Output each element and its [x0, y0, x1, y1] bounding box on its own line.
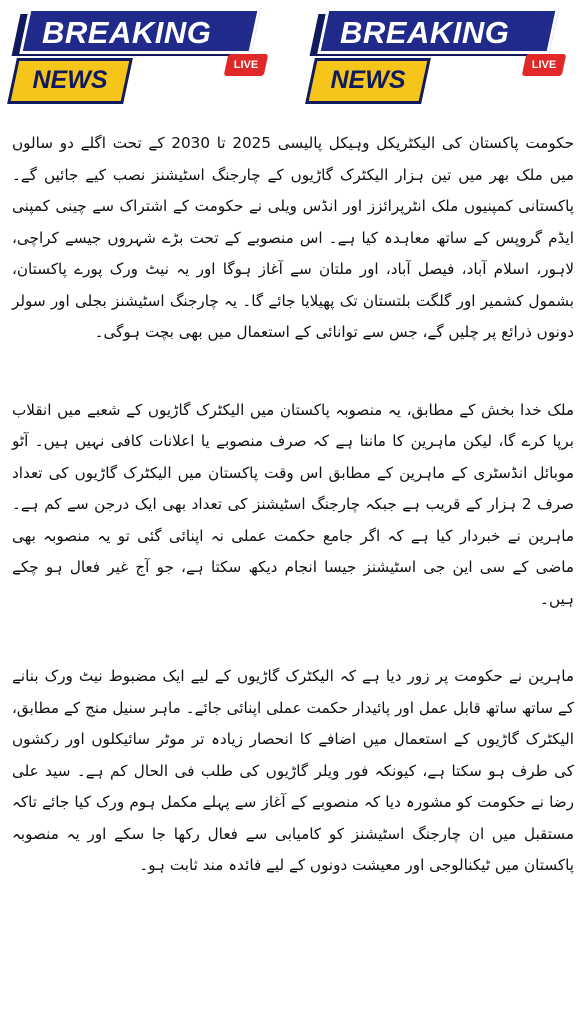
article-body	[12, 128, 574, 1018]
news-tag-label: NEWS	[330, 66, 406, 94]
breaking-news-banner-left	[6, 4, 278, 104]
article-paragraph-3: ماہرین نے حکومت پر زور دیا ہے کہ الیکٹرک گاڑیوں کے لیے ایک مضبوط نیٹ ورک بنانے کے ساتھ ساتھ قابل عمل اور پائیدار حکمت عملی اپنائی جائے۔ ماہر سنیل منج کے مطابق، الیکٹرک گاڑیوں کے استعمال میں اضافے کا انحصار زیادہ تر موٹر سائیکلوں اور رکشوں کی طرف ہو سکتا ہے، کیونکہ فور ویلر گاڑیوں کی طلب فی الحال کم ہے۔ سید علی رضا نے حکومت کو مشورہ دیا کہ منصوبے کے آغاز سے پہلے مکمل ہوم ورک کیا جائے تاکہ مستقبل میں ان چارجنگ اسٹیشنز کو کامیابی سے فعال رکھا جا سکے اور یہ منصوبہ پاکستان میں ٹیکنالوجی اور معیشت دونوں کے لیے فائدہ مند ثابت ہو۔	[12, 667, 574, 874]
news-tag-label: NEWS	[32, 66, 108, 94]
banner-headline: BREAKING	[340, 15, 510, 50]
breaking-news-banner-right	[304, 4, 576, 104]
article-paragraph-1: حکومت پاکستان کی الیکٹریکل وہیکل پالیسی 2025 تا 2030 کے تحت اگلے دو سالوں میں ملک بھر میں تین ہزار الیکٹرک گاڑیوں کے چارجنگ اسٹیشنز نصب کیے جائیں گے۔ پاکستانی کمپنیوں ملک انٹرپرائزز اور انڈس ویلی نے حکومت کے اشتراک سے چینی کمپنی ایڈم گروپس کے ساتھ معاہدہ کیا ہے۔ اس منصوبے کے تحت بڑے شہروں جیسے کراچی، لاہور، اسلام آباد، فیصل آباد، اور ملتان سے آغاز ہوگا اور یہ نیٹ ورک پورے پاکستان، بشمول کشمیر اور گلگت بلتستان تک پھیلایا جائے گا۔ یہ چارجنگ اسٹیشنز بجلی اور سولر دونوں ذرائع پر چلیں گے، جس سے توانائی کے استعمال میں بھی بچت ہوگی۔	[12, 134, 574, 341]
banner-headline: BREAKING	[42, 15, 212, 50]
live-badge-label: LIVE	[531, 59, 557, 71]
live-badge-label: LIVE	[233, 59, 259, 71]
breaking-news-banners	[0, 0, 585, 108]
article-paragraph-2: ملک خدا بخش کے مطابق، یہ منصوبہ پاکستان میں الیکٹرک گاڑیوں کے شعبے میں انقلاب برپا کرے گا، لیکن ماہرین کا ماننا ہے کہ صرف منصوبے یا اعلانات کافی نہیں ہیں۔ آٹو موبائل انڈسٹری کے ماہرین کے مطابق اس وقت پاکستان میں الیکٹرک گاڑیوں کی تعداد صرف 2 ہزار کے قریب ہے جبکہ چارجنگ اسٹیشنز کی تعداد بھی ایک درجن سے کم ہے۔ ماہرین نے خبردار کیا ہے کہ اگر جامع حکمت عملی نہ اپنائی گئی تو یہ منصوبہ بھی ماضی کے سی این جی اسٹیشنز جیسا انجام دیکھ سکتا ہے، جو آج غیر فعال ہو چکے ہیں۔	[12, 400, 574, 608]
